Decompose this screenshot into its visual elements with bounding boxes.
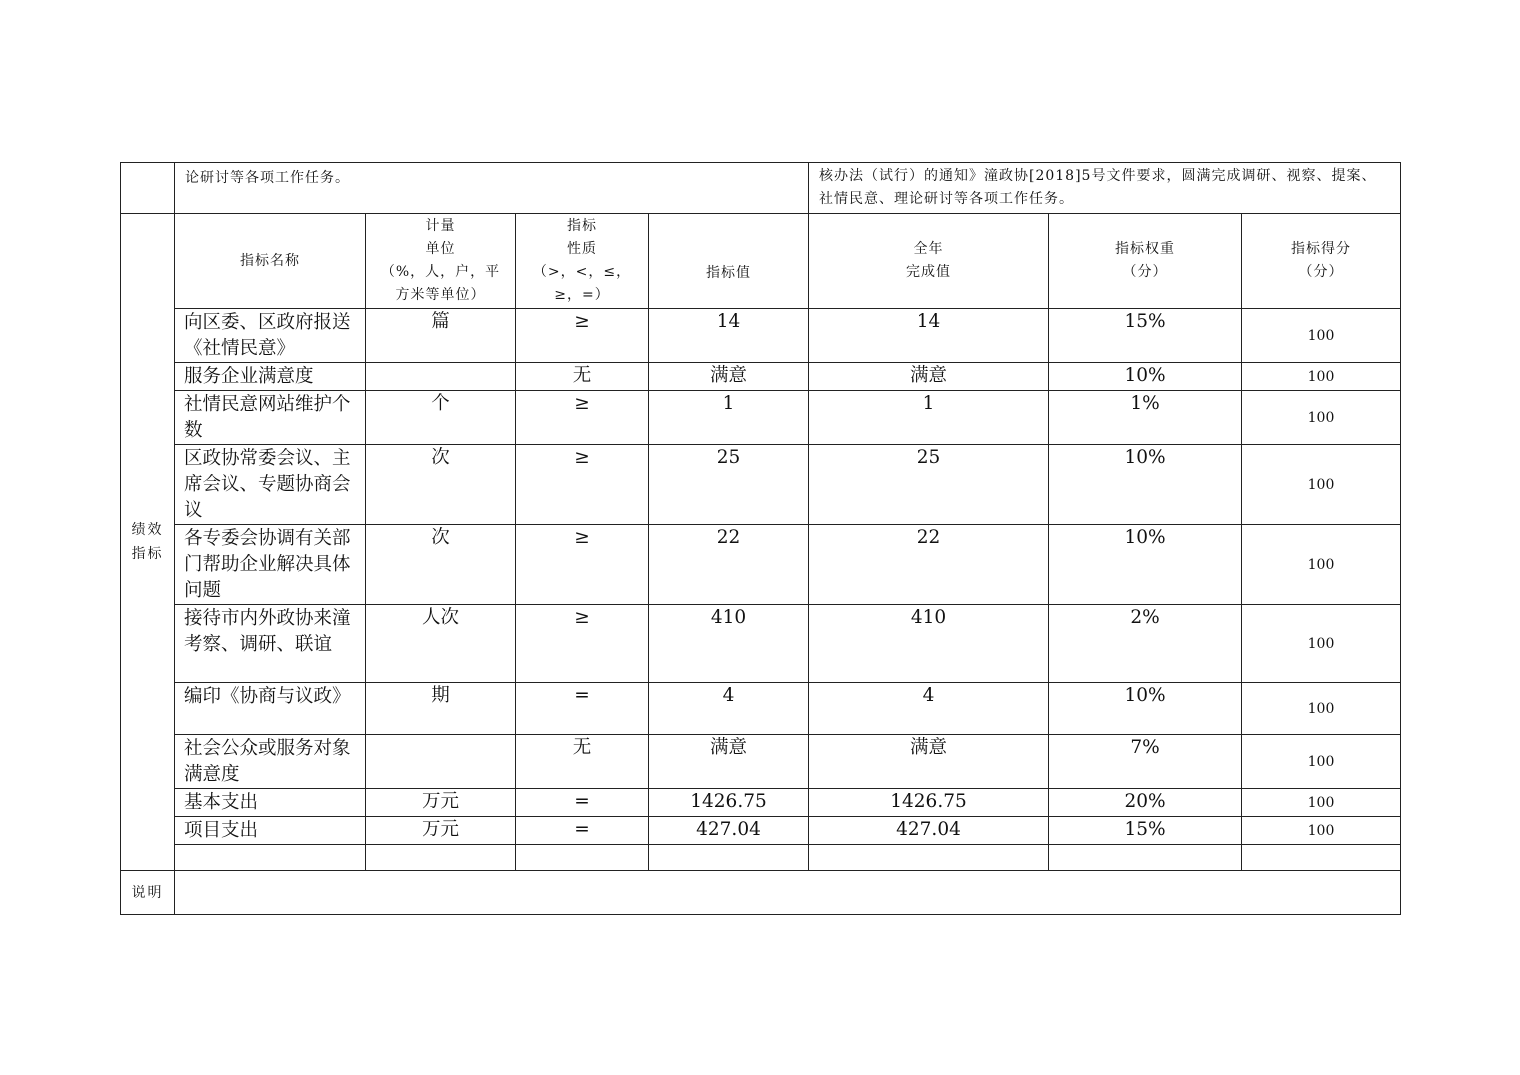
indicator-completed: 满意 <box>809 735 1049 789</box>
indicator-unit: 期 <box>366 683 516 735</box>
indicator-nature: ≥ <box>516 391 649 445</box>
indicator-score: 100 <box>1242 789 1401 817</box>
indicator-nature: = <box>516 789 649 817</box>
indicator-value: 25 <box>649 445 809 525</box>
indicator-value: 22 <box>649 525 809 605</box>
indicator-weight: 20% <box>1049 789 1242 817</box>
indicator-unit: 万元 <box>366 817 516 845</box>
header-nature: 指标 性质 （>，<，≤， ≥，=） <box>516 214 649 309</box>
empty-cell <box>516 845 649 871</box>
indicator-name: 服务企业满意度 <box>175 363 366 391</box>
indicator-value: 满意 <box>649 363 809 391</box>
indicator-weight: 10% <box>1049 445 1242 525</box>
indicator-name: 社会公众或服务对象满意度 <box>175 735 366 789</box>
indicator-nature: = <box>516 683 649 735</box>
indicator-unit: 个 <box>366 391 516 445</box>
indicator-unit: 次 <box>366 525 516 605</box>
notes-content <box>175 871 1401 915</box>
indicator-name: 各专委会协调有关部门帮助企业解决具体问题 <box>175 525 366 605</box>
indicator-weight: 7% <box>1049 735 1242 789</box>
empty-cell <box>175 845 366 871</box>
blank-side-cell <box>121 163 175 214</box>
indicator-completed: 14 <box>809 309 1049 363</box>
empty-cell <box>1242 845 1401 871</box>
continuation-row <box>121 163 1401 214</box>
empty-row <box>121 845 1401 871</box>
indicator-name: 基本支出 <box>175 789 366 817</box>
indicator-value: 4 <box>649 683 809 735</box>
header-indicator-name: 指标名称 <box>175 214 366 309</box>
indicator-completed: 22 <box>809 525 1049 605</box>
indicator-value: 14 <box>649 309 809 363</box>
indicator-nature: ≥ <box>516 445 649 525</box>
indicator-nature: 无 <box>516 735 649 789</box>
indicator-weight: 2% <box>1049 605 1242 683</box>
indicator-unit: 万元 <box>366 789 516 817</box>
table-row <box>121 817 1401 845</box>
header-unit: 计量 单位 （%，人，户，平 方米等单位） <box>366 214 516 309</box>
notes-label: 说明 <box>121 871 175 915</box>
performance-table <box>120 162 1401 915</box>
indicator-completed: 满意 <box>809 363 1049 391</box>
table-row <box>121 605 1401 683</box>
indicator-value: 1 <box>649 391 809 445</box>
indicator-weight: 10% <box>1049 683 1242 735</box>
indicator-score: 100 <box>1242 817 1401 845</box>
indicator-nature: ≥ <box>516 525 649 605</box>
indicator-value: 1426.75 <box>649 789 809 817</box>
indicator-name: 区政协常委会议、主席会议、专题协商会议 <box>175 445 366 525</box>
indicator-value: 满意 <box>649 735 809 789</box>
indicator-nature: 无 <box>516 363 649 391</box>
indicator-unit <box>366 735 516 789</box>
indicator-score: 100 <box>1242 309 1401 363</box>
indicator-weight: 10% <box>1049 363 1242 391</box>
table-row <box>121 683 1401 735</box>
indicator-score: 100 <box>1242 363 1401 391</box>
indicator-completed: 25 <box>809 445 1049 525</box>
indicator-score: 100 <box>1242 391 1401 445</box>
indicator-unit: 篇 <box>366 309 516 363</box>
table-row <box>121 363 1401 391</box>
indicator-completed: 410 <box>809 605 1049 683</box>
performance-table-page <box>120 162 1401 915</box>
indicator-unit: 人次 <box>366 605 516 683</box>
actual-completion-text: 核办法（试行）的通知》潼政协[2018]5号文件要求，圆满完成调研、视察、提案、社情民意、理论研讨等各项工作任务。 <box>809 163 1401 214</box>
table-row <box>121 789 1401 817</box>
indicator-name: 向区委、区政府报送《社情民意》 <box>175 309 366 363</box>
indicator-value: 410 <box>649 605 809 683</box>
indicator-unit: 次 <box>366 445 516 525</box>
previous-goal-text: 论研讨等各项工作任务。 <box>175 163 809 214</box>
indicator-name: 社情民意网站维护个数 <box>175 391 366 445</box>
indicator-score: 100 <box>1242 735 1401 789</box>
table-row <box>121 309 1401 363</box>
indicator-weight: 1% <box>1049 391 1242 445</box>
table-row <box>121 735 1401 789</box>
indicator-completed: 1 <box>809 391 1049 445</box>
empty-cell <box>809 845 1049 871</box>
empty-cell <box>1049 845 1242 871</box>
indicator-completed: 427.04 <box>809 817 1049 845</box>
indicator-unit <box>366 363 516 391</box>
indicator-score: 100 <box>1242 525 1401 605</box>
indicator-nature: ≥ <box>516 309 649 363</box>
table-row <box>121 525 1401 605</box>
empty-cell <box>366 845 516 871</box>
notes-row <box>121 871 1401 915</box>
indicator-weight: 10% <box>1049 525 1242 605</box>
empty-cell <box>649 845 809 871</box>
table-row <box>121 445 1401 525</box>
indicator-score: 100 <box>1242 683 1401 735</box>
table-row <box>121 391 1401 445</box>
indicator-weight: 15% <box>1049 309 1242 363</box>
indicator-score: 100 <box>1242 445 1401 525</box>
indicator-nature: = <box>516 817 649 845</box>
header-row <box>121 214 1401 309</box>
indicator-name: 项目支出 <box>175 817 366 845</box>
indicator-weight: 15% <box>1049 817 1242 845</box>
indicator-score: 100 <box>1242 605 1401 683</box>
header-target-value: 指标值 <box>649 214 809 309</box>
indicator-name: 编印《协商与议政》 <box>175 683 366 735</box>
indicator-name: 接待市内外政协来潼考察、调研、联谊 <box>175 605 366 683</box>
header-completed-value: 全年 完成值 <box>809 214 1049 309</box>
indicator-value: 427.04 <box>649 817 809 845</box>
header-score: 指标得分 （分） <box>1242 214 1401 309</box>
indicator-completed: 1426.75 <box>809 789 1049 817</box>
indicator-nature: ≥ <box>516 605 649 683</box>
indicator-completed: 4 <box>809 683 1049 735</box>
performance-indicators-label: 绩效 指标 <box>121 214 175 871</box>
header-weight: 指标权重 （分） <box>1049 214 1242 309</box>
